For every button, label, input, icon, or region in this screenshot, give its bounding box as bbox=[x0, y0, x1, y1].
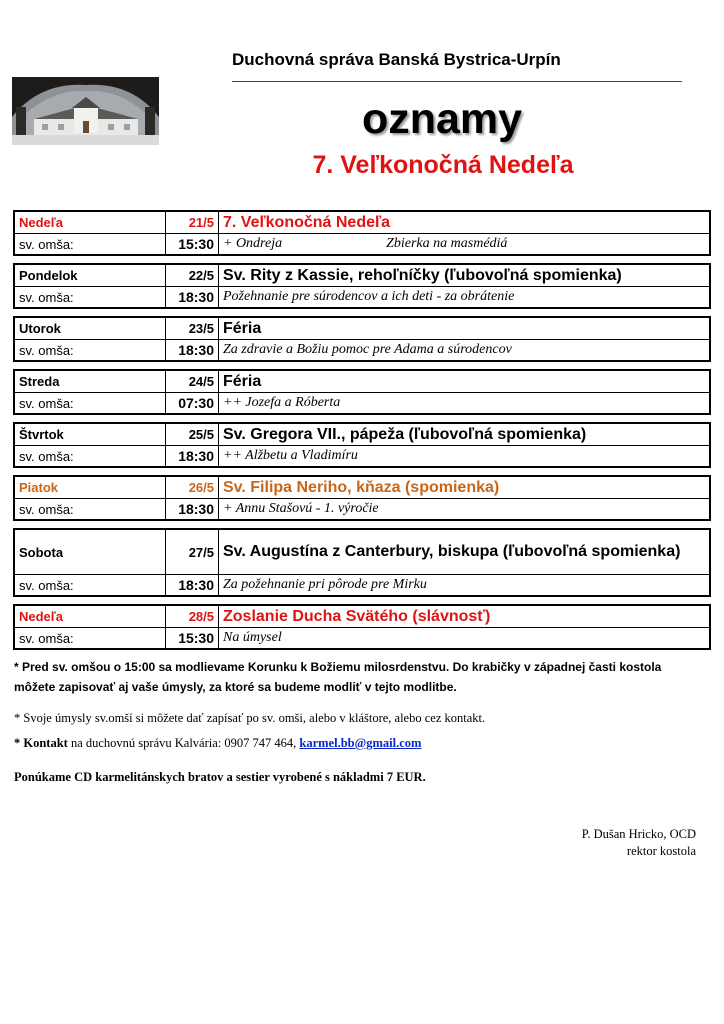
note-chaplet: * Pred sv. omšou o 15:00 sa modlievame Korunku k Božiemu milosrdenstvu. Do krabičky v západnej časti kostola môžete zapisovať aj vaše úmysly, za ktoré sa budeme modliť v tejto modlitbe. bbox=[14, 660, 662, 694]
mass-intention: ++ Alžbetu a Vladimíru bbox=[219, 446, 711, 468]
mass-time: 18:30 bbox=[166, 499, 219, 521]
day-date: 24/5 bbox=[166, 370, 219, 393]
day-date: 21/5 bbox=[166, 211, 219, 234]
organization-name: Duchovná správa Banská Bystrica-Urpín bbox=[232, 50, 561, 69]
mass-intention: Požehnanie pre súrodencov a ich deti - za obrátenie bbox=[219, 287, 711, 309]
note-cd-offer: Ponúkame CD karmelitánskych bratov a sestier vyrobené s nákladmi 7 EUR. bbox=[14, 770, 426, 784]
day-name: Pondelok bbox=[19, 268, 78, 283]
mass-schedule bbox=[13, 210, 711, 657]
mass-label: sv. omša: bbox=[14, 287, 166, 309]
day-name: Piatok bbox=[19, 480, 59, 495]
day-date: 25/5 bbox=[166, 423, 219, 446]
feast-name: Féria bbox=[223, 319, 262, 337]
contact-label: * Kontakt bbox=[14, 736, 68, 750]
day-date: 28/5 bbox=[166, 605, 219, 628]
mass-time: 18:30 bbox=[166, 340, 219, 362]
header-divider bbox=[232, 81, 682, 82]
page-subtitle: 7. Veľkonočná Nedeľa bbox=[312, 151, 574, 179]
mass-time: 15:30 bbox=[166, 628, 219, 650]
note-contact bbox=[14, 736, 704, 751]
feast-name: 7. Veľkonočná Nedeľa bbox=[223, 213, 391, 231]
feast-name: Sv. Filipa Neriho, kňaza (spomienka) bbox=[223, 478, 500, 496]
signature-name: P. Dušan Hricko, OCD bbox=[581, 827, 696, 841]
note-intentions: * Svoje úmysly sv.omší si môžete dať zapísať po sv. omši, alebo v kláštore, alebo cez kontakt. bbox=[14, 711, 486, 725]
day-name: Sobota bbox=[19, 544, 64, 560]
mass-intention: ++ Jozefa a Róberta bbox=[219, 393, 711, 415]
mass-intention: Za zdravie a Božiu pomoc pre Adama a súrodencov bbox=[219, 340, 711, 362]
mass-label: sv. omša: bbox=[14, 234, 166, 256]
signature bbox=[582, 826, 696, 860]
page-title: oznamy bbox=[361, 95, 523, 143]
day-name: Nedeľa bbox=[19, 609, 64, 624]
feast-name: Sv. Augustína z Canterbury, biskupa (ľubovoľná spomienka) bbox=[223, 543, 681, 560]
feast-name: Sv. Rity z Kassie, rehoľníčky (ľubovoľná spomienka) bbox=[223, 266, 622, 284]
announcements bbox=[14, 657, 704, 785]
day-block bbox=[13, 316, 711, 362]
day-name: Utorok bbox=[19, 321, 61, 336]
mass-time: 18:30 bbox=[166, 575, 219, 597]
mass-time: 18:30 bbox=[166, 287, 219, 309]
mass-time: 07:30 bbox=[166, 393, 219, 415]
day-date: 22/5 bbox=[166, 264, 219, 287]
mass-label: sv. omša: bbox=[14, 340, 166, 362]
mass-label: sv. omša: bbox=[14, 393, 166, 415]
feast-name: Zoslanie Ducha Svätého (slávnosť) bbox=[223, 607, 491, 625]
day-block bbox=[13, 604, 711, 650]
mass-intention: + Annu Stašovú - 1. výročie bbox=[219, 499, 711, 521]
feast-name: Féria bbox=[223, 372, 262, 390]
collection-note: Zbierka na masmédiá bbox=[386, 236, 508, 251]
mass-intention: Na úmysel bbox=[219, 628, 711, 650]
day-name: Streda bbox=[19, 374, 60, 389]
mass-time: 18:30 bbox=[166, 446, 219, 468]
mass-label: sv. omša: bbox=[14, 575, 166, 597]
day-block bbox=[13, 210, 711, 256]
day-date: 27/5 bbox=[166, 529, 219, 575]
day-block bbox=[13, 475, 711, 521]
signature-role: rektor kostola bbox=[626, 844, 696, 858]
day-date: 26/5 bbox=[166, 476, 219, 499]
mass-label: sv. omša: bbox=[14, 499, 166, 521]
email-link[interactable]: karmel.bb@gmail.com bbox=[299, 736, 422, 750]
mass-intention: + Ondreja bbox=[223, 236, 283, 251]
day-block bbox=[13, 263, 711, 309]
day-name: Štvrtok bbox=[19, 427, 64, 442]
feast-name: Sv. Gregora VII., pápeža (ľubovoľná spomienka) bbox=[223, 425, 587, 443]
day-block bbox=[13, 422, 711, 468]
day-date: 23/5 bbox=[166, 317, 219, 340]
day-block bbox=[13, 369, 711, 415]
church-photo bbox=[12, 77, 159, 145]
day-block bbox=[13, 528, 711, 597]
day-name: Nedeľa bbox=[19, 215, 64, 230]
contact-text: na duchovnú správu Kalvária: 0907 747 464, bbox=[67, 736, 300, 750]
mass-label: sv. omša: bbox=[14, 628, 166, 650]
mass-intention: Za požehnanie pri pôrode pre Mirku bbox=[219, 575, 711, 597]
mass-label: sv. omša: bbox=[14, 446, 166, 468]
mass-time: 15:30 bbox=[166, 234, 219, 256]
